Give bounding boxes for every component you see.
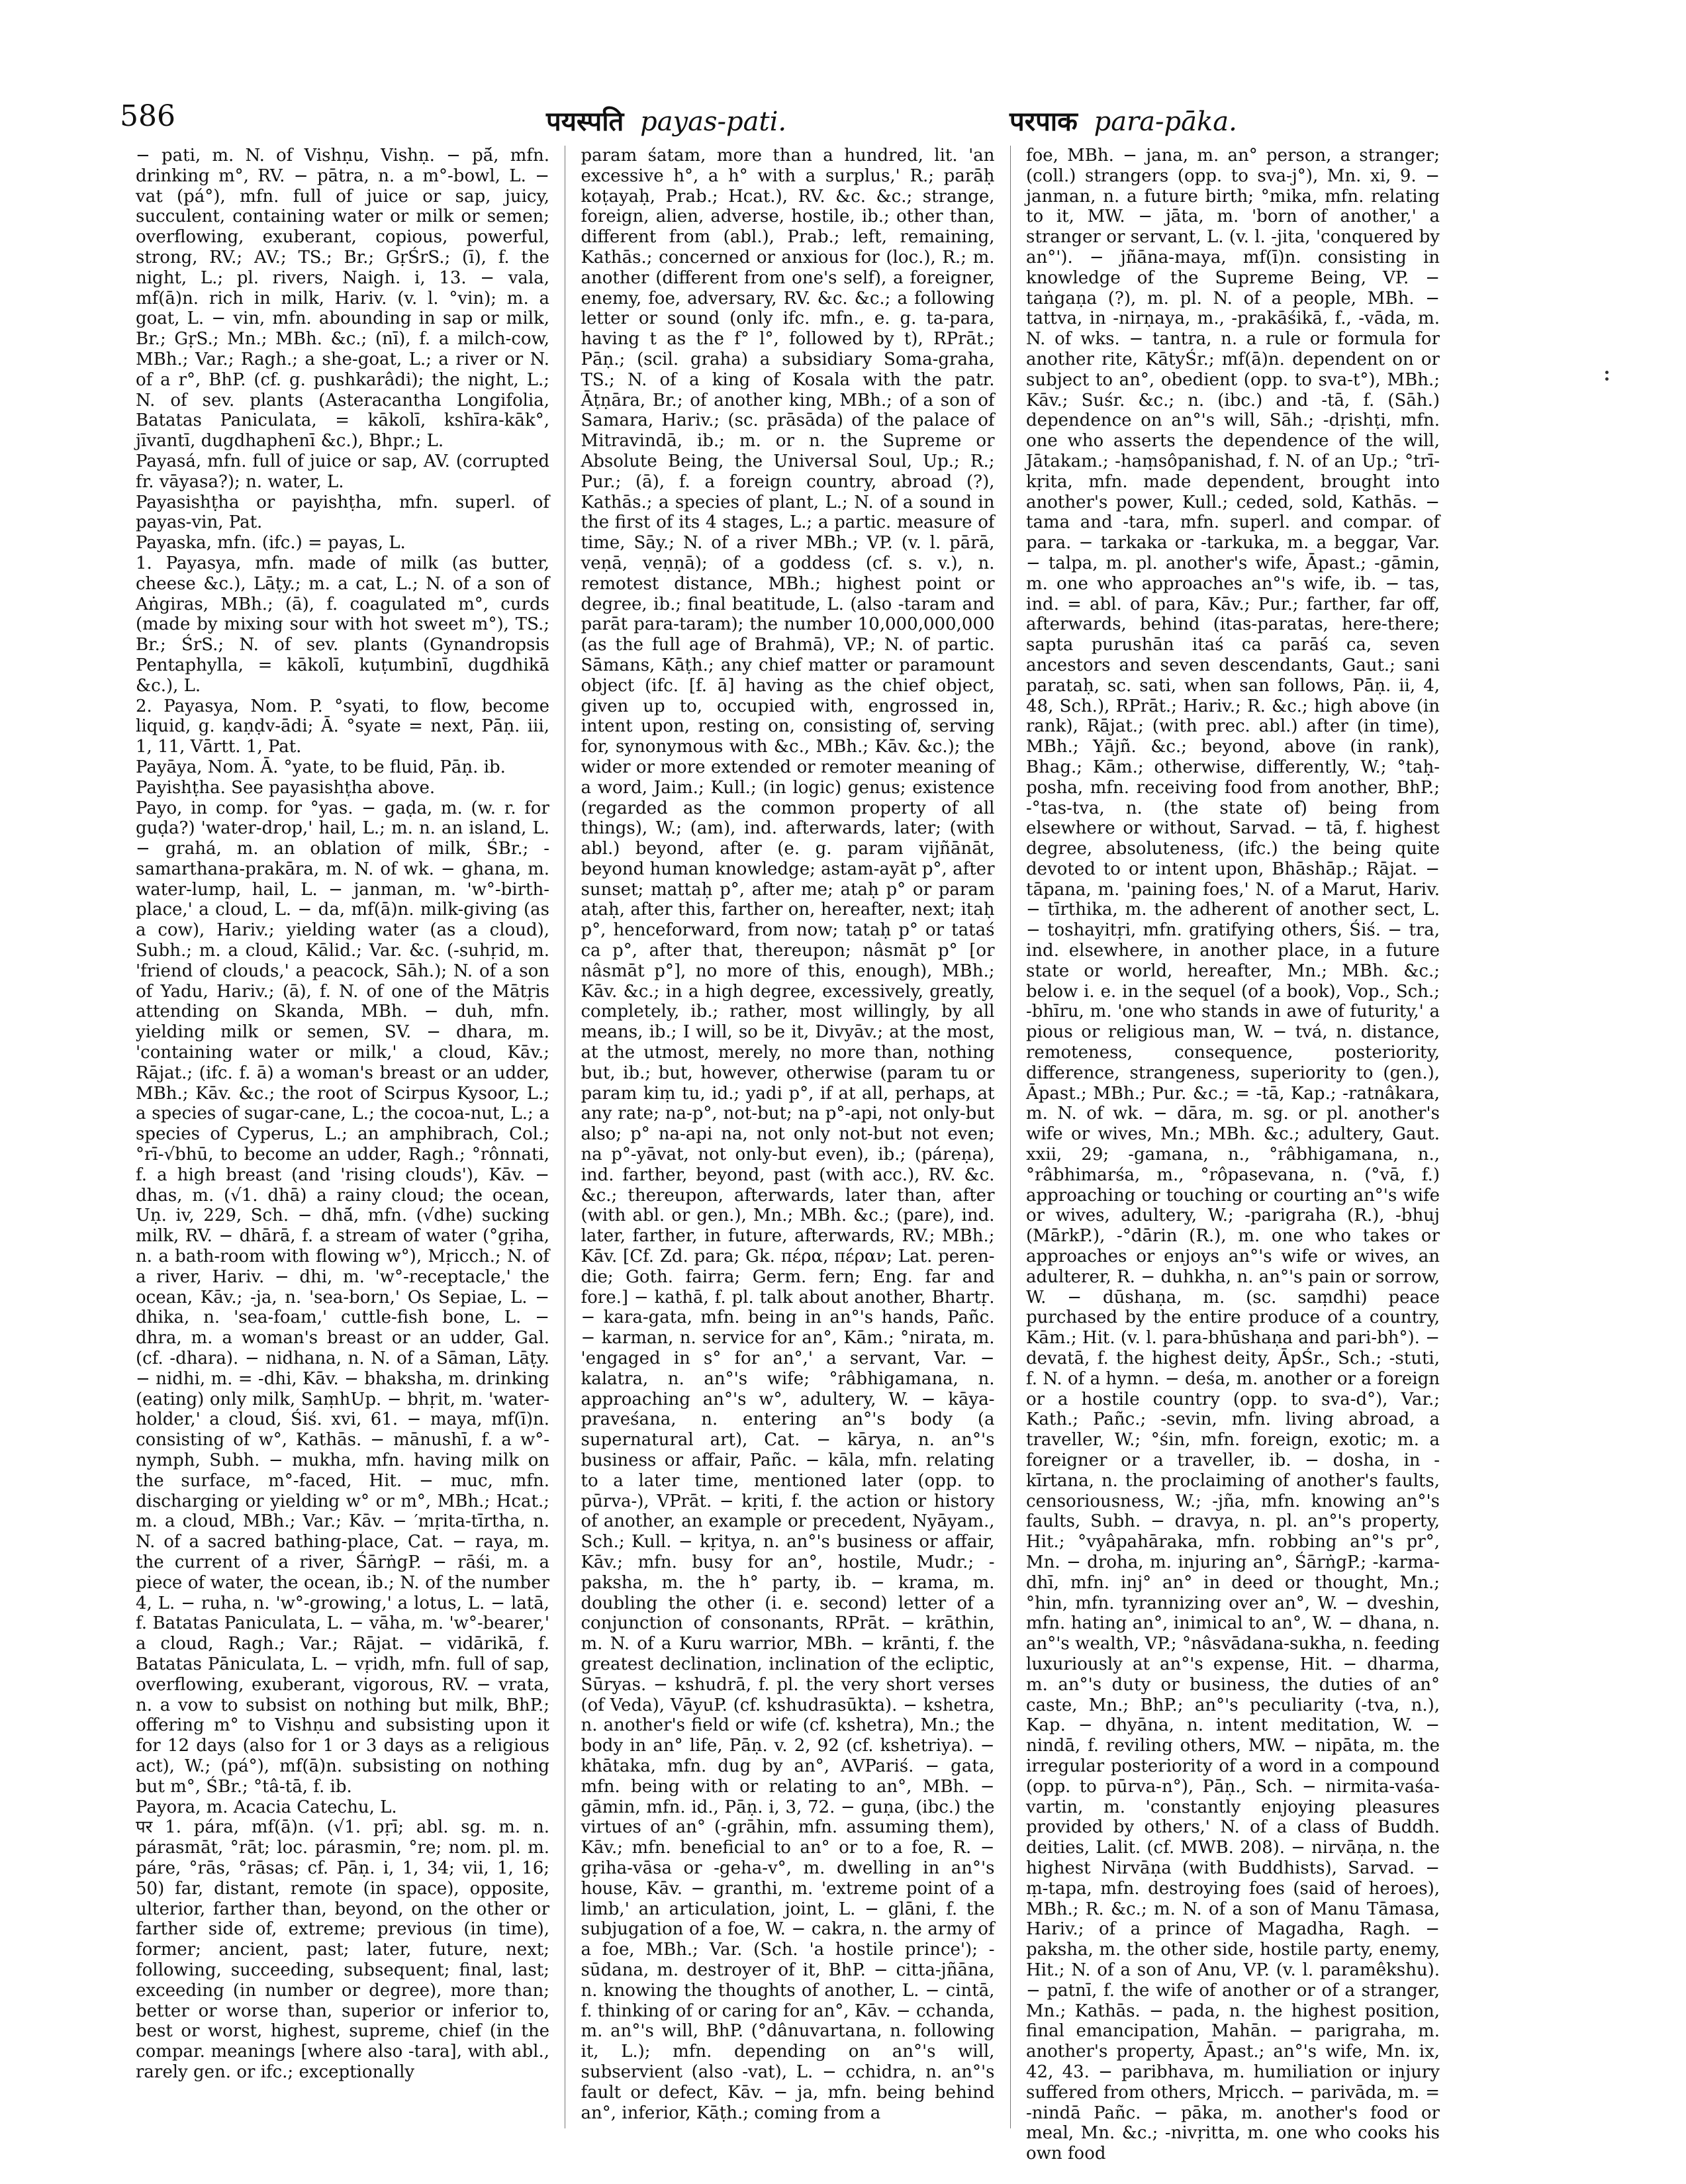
entry-paragraph: Payaska, mfn. (ifc.) = payas, L. (136, 533, 406, 553)
column-divider (1010, 146, 1011, 2128)
column-2 (581, 146, 995, 2128)
entry-paragraph: param śatam, more than a hundred, lit. 'an excessive h°, a h° with a surplus,' R.; parāḥ koṭayaḥ, Prab.; Hcat.), RV. &c. &c.; strange, foreign, alien, adverse, hostile, ib.; other than, different from (abl.), Prab.; left, remaining, Kathās.; concerned or anxious for (loc.), R.; m. another (different from one's self), a foreigner, enemy, foe, adversary, RV. &c. &c.; a following letter or sound (only ifc. mfn., e. g. ta-para, having t as the f° l°, followed by t), RPrāt.; Pāṇ.; (scil. graha) a subsidiary Soma-graha, TS.; N. of a king of Kosala with the patr. Āṭṇāra, Br.; of another king, MBh.; of a son of Samara, Hariv.; (sc. prāsāda) of the palace of Mitravindā, ib.; m. or n. the Supreme or Absolute Being, the Universal Soul, Up.; R.; Pur.; (ā), f. a foreign country, abroad (?), Kathās.; a species of plant, L.; N. of a sound in the first of its 4 stages, L.; a partic. measure of time, Sāy.; N. of a river MBh.; VP. (v. l. pārā, veṇā, veṇṇā); of a goddess (cf. s. v.), n. remotest distance, MBh.; highest point or degree, ib.; final beatitude, L. (also -taram and parāt para-taram); the number 10,000,000,000 (as the full age of Brahmā), VP.; N. of partic. Sāmans, Kāṭh.; any chief matter or paramount object (ifc. [f. ā] having as the chief object, given up to, occupied with, engrossed in, intent upon, resting on, consisting of, serving for, synonymous with &c., MBh.; Kāv. &c.); the wider or more extended or remoter meaning of a word, Jaim.; Kull.; (in logic) genus; existence (regarded as the common property of all things), W.; (am), ind. afterwards, later; (with abl.) beyond, after (e. g. param vijñānāt, beyond human knowledge; astam-ayāt p°, after sunset; mattaḥ p°, after me; ataḥ p° or param ataḥ, after this, farther on, hereafter, next; itaḥ p°, henceforward, from now; tataḥ p° or tataś ca p°, after that, thereupon; nâsmāt p° [or nâsmāt p°], no more of this, enough), MBh.; Kāv. &c.; in a high degree, excessively, greatly, completely, ib.; rather, most willingly, by all means, ib.; I will, so be it, Divyāv.; at the most, at the utmost, merely, no more than, nothing but, ib.; but, however, otherwise (param tu or param kiṃ tu, id.; yadi p°, if at all, perhaps, at any rate; na-p°, not-but; na p°-api, not only-but also; p° na-api na, not only not-but not even; na p°-yāvat, not only-but even), ib.; (páreṇa), ind. farther, beyond, past (with acc.), RV. &c. &c.; thereupon, afterwards, later than, after (with abl. or gen.), Mn.; MBh. &c.; (pare), ind. later, farther, in future, afterwards, RV.; MBh.; Kāv. [Cf. Zd. para; Gk. πέρα, πέραν; Lat. peren-die; Goth. fairra; Germ. fern; Eng. far and fore.] − kathā, f. pl. talk about another, Bhartṛ. − kara-gata, mfn. being in an°'s hands, Pañc. − karman, n. service for an°, Kām.; °nirata, m. 'engaged in s° for an°,' a servant, Var. − kalatra, n. an°'s wife; °râbhigamana, n. approaching an°'s w°, adultery, W. − kāya-praveśana, n. entering an°'s body (a supernatural art), Cat. − kārya, n. an°'s business or affair, Pañc. − kāla, mfn. relating to a later time, mentioned later (opp. to pūrva-), VPrāt. − kṛiti, f. the action or history of another, an example or precedent, Nyāyam., Sch.; Kull. − kṛitya, n. an°'s business or affair, Kāv.; mfn. busy for an°, hostile, Mudr.; -paksha, m. the h° party, ib. − krama, m. doubling the other (i. e. second) letter of a conjunction of consonants, RPrāt. − krāthin, m. N. of a Kuru warrior, MBh. − krānti, f. the greatest declination, inclination of the ecliptic, Sūryas. − kshudrā, f. pl. the very short verses (of Veda), VāyuP. (cf. kshudrasūkta). − kshetra, n. another's field or wife (cf. kshetra), Mn.; the body in an° life, Pāṇ. v. 2, 92 (cf. kshetriya). − khātaka, mfn. dug by an°, AVPariś. − gata, mfn. being with or relating to an°, MBh. − gāmin, mfn. id., Pāṇ. i, 3, 72. − guṇa, (ibc.) the virtues of an° (-grāhin, mfn. assuming them), Kāv.; mfn. beneficial to an° or to a foe, R. − gṛiha-vāsa or -geha-v°, m. dwelling in an°'s house, Kāv. − granthi, m. 'extreme point of a limb,' an articulation, joint, L. − glāni, f. the subjugation of a foe, W. − cakra, n. the army of a foe, MBh.; Var. (Sch. 'a hostile prince'); -sūdana, m. destroyer of it, BhP. − citta-jñāna, n. knowing the thoughts of another, L. − cintā, f. thinking of or caring for an°, Kāv. − cchanda, m. an°'s will, BhP. (°dânuvartana, n. following it, L.); mfn. depending on an°'s will, subservient (also -vat), L. − cchidra, n. an°'s fault or defect, Kāv. − ja, mfn. being behind an°, inferior, Kāṭh.; coming from a (581, 146, 995, 2123)
entry-paragraph: foe, MBh. − jana, m. an° person, a stranger; (coll.) strangers (opp. to sva-j°), Mn. xi, 9. − janman, n. a future birth; °mika, mfn. relating to it, MW. − jāta, m. 'born of another,' a stranger or servant, L. (v. l. -jita, 'conquered by an°'). − jñāna-maya, mf(ī)n. consisting in knowledge of the Supreme Being, VP. − taṅgaṇa (?), m. pl. N. of a people, MBh. − tattva, in -nirṇaya, m., -prakāśikā, f., -vāda, m. N. of wks. − tantra, n. a rule or formula for another rite, KātyŚr.; mf(ā)n. dependent on or subject to an°, obedient (opp. to sva-t°), MBh.; Kāv.; Suśr. &c.; n. (ibc.) and -tā, f. (Sāh.) dependence on an°'s will, Sāh.; -dṛishṭi, mfn. one who asserts the dependence of the will, Jātakam.; -haṃsôpanishad, f. N. of an Up.; °trī-kṛita, mfn. made dependent, brought into another's power, Kull.; ceded, sold, Kathās. − tama and -tara, mfn. superl. and compar. of para. − tarkaka or -tarkuka, m. a beggar, Var. − talpa, m. pl. another's wife, Āpast.; -gāmin, m. one who approaches an°'s wife, ib. − tas, ind. = abl. of para, Kāv.; Pur.; farther, far off, afterwards, behind (itas-paratas, here-there; sapta purushān itaś ca parāś ca, seven ancestors and seven descendants, Gaut.; sani parataḥ, sc. sati, when san follows, Pāṇ. ii, 4, 48, Sch.), RPrāt.; Hariv.; R. &c.; high above (in rank), Rājat.; (with prec. abl.) after (in time), MBh.; Yājñ. &c.; beyond, above (in rank), Bhag.; Kām.; otherwise, differently, W.; °taḥ-posha, mfn. receiving food from another, BhP.; -°tas-tva, n. (the state of) being from elsewhere or without, Sarvad. − tā, f. highest degree, absoluteness, (ifc.) the being quite devoted to or intent upon, Bhāshāp.; Rājat. − tāpana, m. 'paining foes,' N. of a Marut, Hariv. − tīrthika, m. the adherent of another sect, L. − toshayitṛi, mfn. gratifying others, Śiś. − tra, ind. elsewhere, in another place, in a future state or world, hereafter, Mn.; MBh. &c.; below i. e. in the sequel (of a book), Vop., Sch.; -bhīru, m. 'one who stands in awe of futurity,' a pious or religious man, W. − tvá, n. distance, remoteness, consequence, posteriority, difference, strangeness, superiority to (gen.), Āpast.; MBh.; Pur. &c.; = -tā, Kap.; -ratnâkara, m. N. of wk. − dāra, m. sg. or pl. another's wife or wives, Mn.; MBh. &c.; adultery, Gaut. xxii, 29; -gamana, n., °râbhigamana, n., °râbhimarśa, m., °rôpasevana, n. (°vā, f.) approaching or touching or courting an°'s wife or wives, adultery, W.; -parigraha (R.), -bhuj (MārkP.), -°dārin (R.), m. one who takes or approaches or enjoys an°'s wife or wives, an adulterer, R. − duhkha, n. an°'s pain or sorrow, W. − dūshaṇa, m. (sc. saṃdhi) peace purchased by the entire produce of a country, Kām.; Hit. (v. l. para-bhūshaṇa and pari-bh°). − devatā, f. the highest deity, ĀpŚr., Sch.; -stuti, f. N. of a hymn. − deśa, m. another or a foreign or a hostile country (opp. to sva-d°), Var.; Kath.; Pañc.; -sevin, mfn. living abroad, a traveller, W.; °śin, mfn. foreign, exotic; m. a foreigner or a traveller, ib. − dosha, in -kīrtana, n. the proclaiming of another's faults, censoriousness, W.; -jña, mfn. knowing an°'s faults, Subh. − dravya, n. pl. an°'s property, Hit.; °vyâpahāraka, mfn. robbing an°'s pr°, Mn. − droha, m. injuring an°, ŚārṅgP.; -karma-dhī, mfn. inj° an° in deed or thought, Mn.; °hin, mfn. tyrannizing over an°, W. − dveshin, mfn. hating an°, inimical to an°, W. − dhana, n. an°'s wealth, VP.; °nâsvādana-sukha, n. feeding luxuriously at an°'s expense, Hit. − dharma, m. an°'s duty or business, the duties of an° caste, Mn.; BhP.; an°'s peculiarity (-tva, n.), Kap. − dhyāna, n. intent meditation, W. − nindā, f. reviling others, MW. − nipāta, m. the irregular posteriority of a word in a compound (opp. to pūrva-n°), Pāṇ., Sch. − nirmita-vaśa-vartin, m. 'constantly enjoying pleasures provided by others,' N. of a class of Buddh. deities, Lalit. (cf. MWB. 208). − nirvāṇa, n. the highest Nirvāṇa (with Buddhists), Sarvad. − ṃ-tapa, mfn. destroying foes (said of heroes), MBh.; R. &c.; m. N. of a son of Manu Tāmasa, Hariv.; of a prince of Magadha, Ragh. − paksha, m. the other side, hostile party, enemy, Hit.; N. of a son of Anu, VP. (v. l. paramêkshu). − patnī, f. the wife of another or of a stranger, Mn.; Kathās. − pada, n. the highest position, final emancipation, Mahān. − parigraha, m. another's property, Āpast.; an°'s wife, Mn. ix, 42, 43. − paribhava, m. humiliation or injury suffered from others, Mṛicch. − parivāda, m. = -nindā Pañc. − pāka, m. another's food or meal, Mn. &c.; -nivṛitta, m. one who cooks his own food (1026, 146, 1440, 2164)
column-3 (1026, 146, 1440, 2164)
left-running-headword (546, 102, 786, 138)
left-headword-latin: payas-pati. (640, 107, 787, 137)
entry-paragraph: पर 1. pára, mf(ā)n. (√1. pṛī; abl. sg. m. n. párasmāt, °rāt; loc. párasmin, °re; nom. pl. m. páre, °rās, °rāsas; cf. Pāṇ. i, 1, 34; vii, 1, 16; 50) far, distant, remote (in space), opposite, ulterior, farther than, beyond, on the other or farther side of, extreme; previous (in time), former; ancient, past; later, future, next; following, succeeding, subsequent; final, last; exceeding (in number or degree), more than; better or worse than, superior or inferior to, best or worst, highest, supreme, chief (in the compar. meanings [where also -tara], with abl., rarely gen. or ifc.; exceptionally (136, 1817, 549, 2082)
entry-paragraph: Payasá, mfn. full of juice or sap, AV. (corrupted fr. vāyasa?); n. water, L. (136, 451, 549, 492)
entry-paragraph: Payishṭha. See payasishṭha above. (136, 777, 436, 798)
margin-marks (1605, 371, 1611, 384)
entry-paragraph: Payasishṭha or payishṭha, mfn. superl. of payas-vin, Pat. (136, 492, 549, 533)
entry-paragraph: Payo, in comp. for °yas. − gaḍa, m. (w. r. for guḍa?) 'water-drop,' hail, L.; m. n. an island, L. − grahá, m. an oblation of milk, ŚBr.; -samarthana-prakāra, m. N. of wk. − ghana, m. water-lump, hail, L. − janman, m. 'w°-birth-place,' a cloud, L. − da, mf(ā)n. milk-giving (as a cow), Hariv.; yielding water (as a cloud), Subh.; m. a cloud, Kālid.; Var. &c. (-suhṛid, m. 'friend of clouds,' a peacock, Sāh.); N. of a son of Yadu, Hariv.; (ā), f. N. of one of the Mātṛis attending on Skanda, MBh. − duh, mfn. yielding milk or semen, SV. − dhara, m. 'containing water or milk,' a cloud, Kāv.; Rājat.; (ifc. f. ā) a woman's breast or an udder, MBh.; Kāv. &c.; the root of Scirpus Kysoor, L.; a species of sugar-cane, L.; the cocoa-nut, L.; a species of Cyperus, L.; an amphibrach, Col.; °rī-√bhū, to become an udder, Ragh.; °rônnati, f. a high breast (and 'rising clouds'), Kāv. − dhas, m. (√1. dhā) a rainy cloud; the ocean, Uṇ. iv, 229, Sch. − dhā́, mfn. (√dhe) sucking milk, RV. − dhārā, f. a stream of water (°gṛiha, n. a bath-room with flowing w°), Mṛicch.; N. of a river, Hariv. − dhi, m. 'w°-receptacle,' the ocean, Kāv.; -ja, n. 'sea-born,' Os Sepiae, L. − dhika, n. 'sea-foam,' cuttle-fish bone, L. − dhra, m. a woman's breast or an udder, Gal. (cf. -dhara). − nidhana, n. N. of a Sāman, Lāṭy. − nidhi, m. = -dhi, Kāv. − bhaksha, m. drinking (eating) only milk, SaṃhUp. − bhṛit, m. 'water-holder,' a cloud, Śiś. xvi, 61. − maya, mf(ī)n. consisting of w°, Kathās. − mānushī, f. a w°-nymph, Subh. − mukha, mfn. having milk on the surface, m°-faced, Hit. − muc, mfn. discharging or yielding w° or m°, MBh.; Hcat.; m. a cloud, MBh.; Var.; Kāv. − ′mṛita-tīrtha, n. N. of a sacred bathing-place, Cat. − raya, m. the current of a river, ŚārṅgP. − rāśi, m. a piece of water, the ocean, ib.; N. of the number 4, L. − ruha, n. 'w°-growing,' a lotus, L. − latā, f. Batatas Paniculata, L. − vāha, m. 'w°-bearer,' a cloud, Ragh.; Var.; Rājat. − vidārikā, f. Batatas Pāniculata, L. − vṛidh, mfn. full of sap, overflowing, exuberant, vigorous, RV. − vrata, n. a vow to subsist on nothing but milk, BhP.; offering m° to Vishṇu and subsisting upon it for 12 days (also for 1 or 3 days as a religious act), W.; (pá°), mf(ā)n. subsisting on nothing but m°, ŚBr.; °tâ-tā, f. ib. (136, 798, 549, 1797)
page-number: 586 (120, 99, 175, 133)
right-headword-devanagari: परपाक (1009, 106, 1078, 137)
entry-paragraph: Payora, m. Acacia Catechu, L. (136, 1797, 397, 1817)
right-running-headword (1009, 102, 1237, 138)
entry-paragraph: Payāya, Nom. Ā. °yate, to be fluid, Pāṇ. ib. (136, 757, 506, 777)
dictionary-columns (136, 146, 1440, 2164)
entry-paragraph: 1. Payasya, mfn. made of milk (as butter, cheese &c.), Lāṭy.; m. a cat, L.; N. of a son of Aṅgiras, MBh.; (ā), f. coagulated m°, curds (made by mixing sour with hot sweet m°), TS.; Br.; ŚrS.; N. of sev. plants (Gynandropsis Pentaphylla, = kākolī, kuṭumbinī, dugdhikā &c.), L. (136, 553, 549, 696)
left-headword-devanagari: पयस्पति (546, 106, 624, 137)
entry-paragraph: 2. Payasya, Nom. P. °syati, to flow, become liquid, g. kaṇḍv-ādi; Ā. °syate = next, Pāṇ. iii, 1, 11, Vārtt. 1, Pat. (136, 696, 549, 757)
column-1 (136, 146, 549, 2128)
entry-paragraph: − pati, m. N. of Vishṇu, Vishṇ. − pā́, mfn. drinking m°, RV. − pātra, n. a m°-bowl, L. − vat (pá°), mfn. full of juice or sap, juicy, succulent, containing water or milk or semen; overflowing, exuberant, copious, powerful, strong, RV.; AV.; TS.; Br.; GṛŚrS.; (ī), f. the night, L.; pl. rivers, Naigh. i, 13. − vala, mf(ā)n. rich in milk, Hariv. (v. l. °vin); m. a goat, L. − vin, mfn. abounding in sap or milk, Br.; GṛS.; Mn.; MBh. &c.; (nī), f. a milch-cow, MBh.; Var.; Ragh.; a she-goat, L.; a river or N. of a r°, BhP. (cf. g. pushkarâdi); the night, L.; N. of sev. plants (Asteracantha Longifolia, Batatas Paniculata, = kākolī, kshīra-kāk°, jīvantī, dugdhaphenī &c.), Bhpr.; L. (136, 146, 549, 451)
right-headword-latin: para-pāka. (1094, 107, 1237, 137)
page-header (109, 99, 1440, 139)
